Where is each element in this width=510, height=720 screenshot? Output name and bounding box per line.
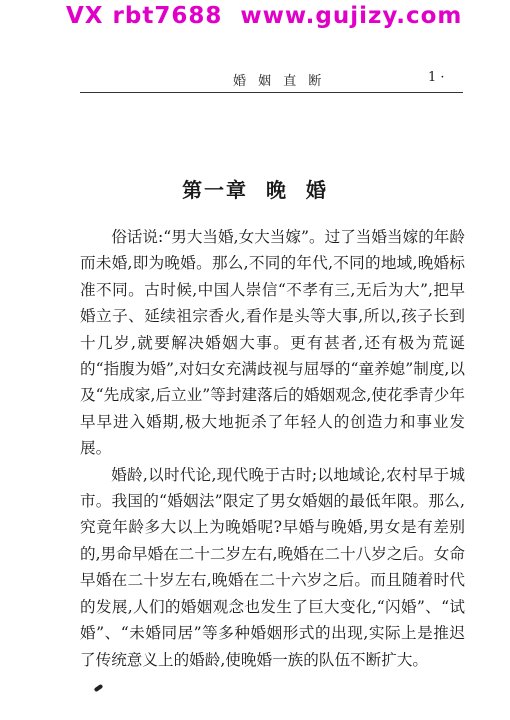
running-title: 婚 姻 直 断 (233, 74, 326, 89)
page-number: 1 · (428, 70, 445, 85)
paragraph-2: 婚龄,以时代论,现代晚于古时;以地域论,农村早于城市。我国的“婚姻法”限定了男女婚姻的最低年限。那么,究竟年龄多大以上为晚婚呢?早婚与晚婚,男女是有差别的,男命早婚在二十二岁左右,晚婚在二十八岁之后。女命早婚在二十岁左右,晚婚在二十六岁之后。而且随着时代的发展,人们的婚姻观念也发生了巨大变化,“闪婚”、“试婚”、“未婚同居”等多种婚姻形式的出现,实际上是推迟了传统意义上的婚龄,使晚婚一族的队伍不断扩大。 (80, 465, 465, 669)
header-rule (80, 92, 463, 93)
chapter-title: 第一章 晚 婚 (182, 178, 328, 202)
watermark-text: VX rbt7688 www.gujizy.com (66, 3, 463, 29)
ink-mark (94, 684, 104, 692)
body-text (80, 224, 465, 673)
paragraph-1: 俗话说:“男大当婚,女大当嫁”。过了当婚当嫁的年龄而未婚,即为晚婚。那么,不同的年代,不同的地域,晚婚标准不同。古时候,中国人崇信“不孝有三,无后为大”,把早婚立子、延续祖宗香火,看作是头等大事,所以,孩子长到十几岁,就要解决婚姻大事。更有甚者,还有极为荒诞的“指腹为婚”,对妇女充满歧视与屈辱的“童养媳”制度,以及“先成家,后立业”等封建落后的婚姻观念,使花季青少年早早进入婚期,极大地扼杀了年轻人的创造力和事业发展。 (80, 228, 465, 458)
